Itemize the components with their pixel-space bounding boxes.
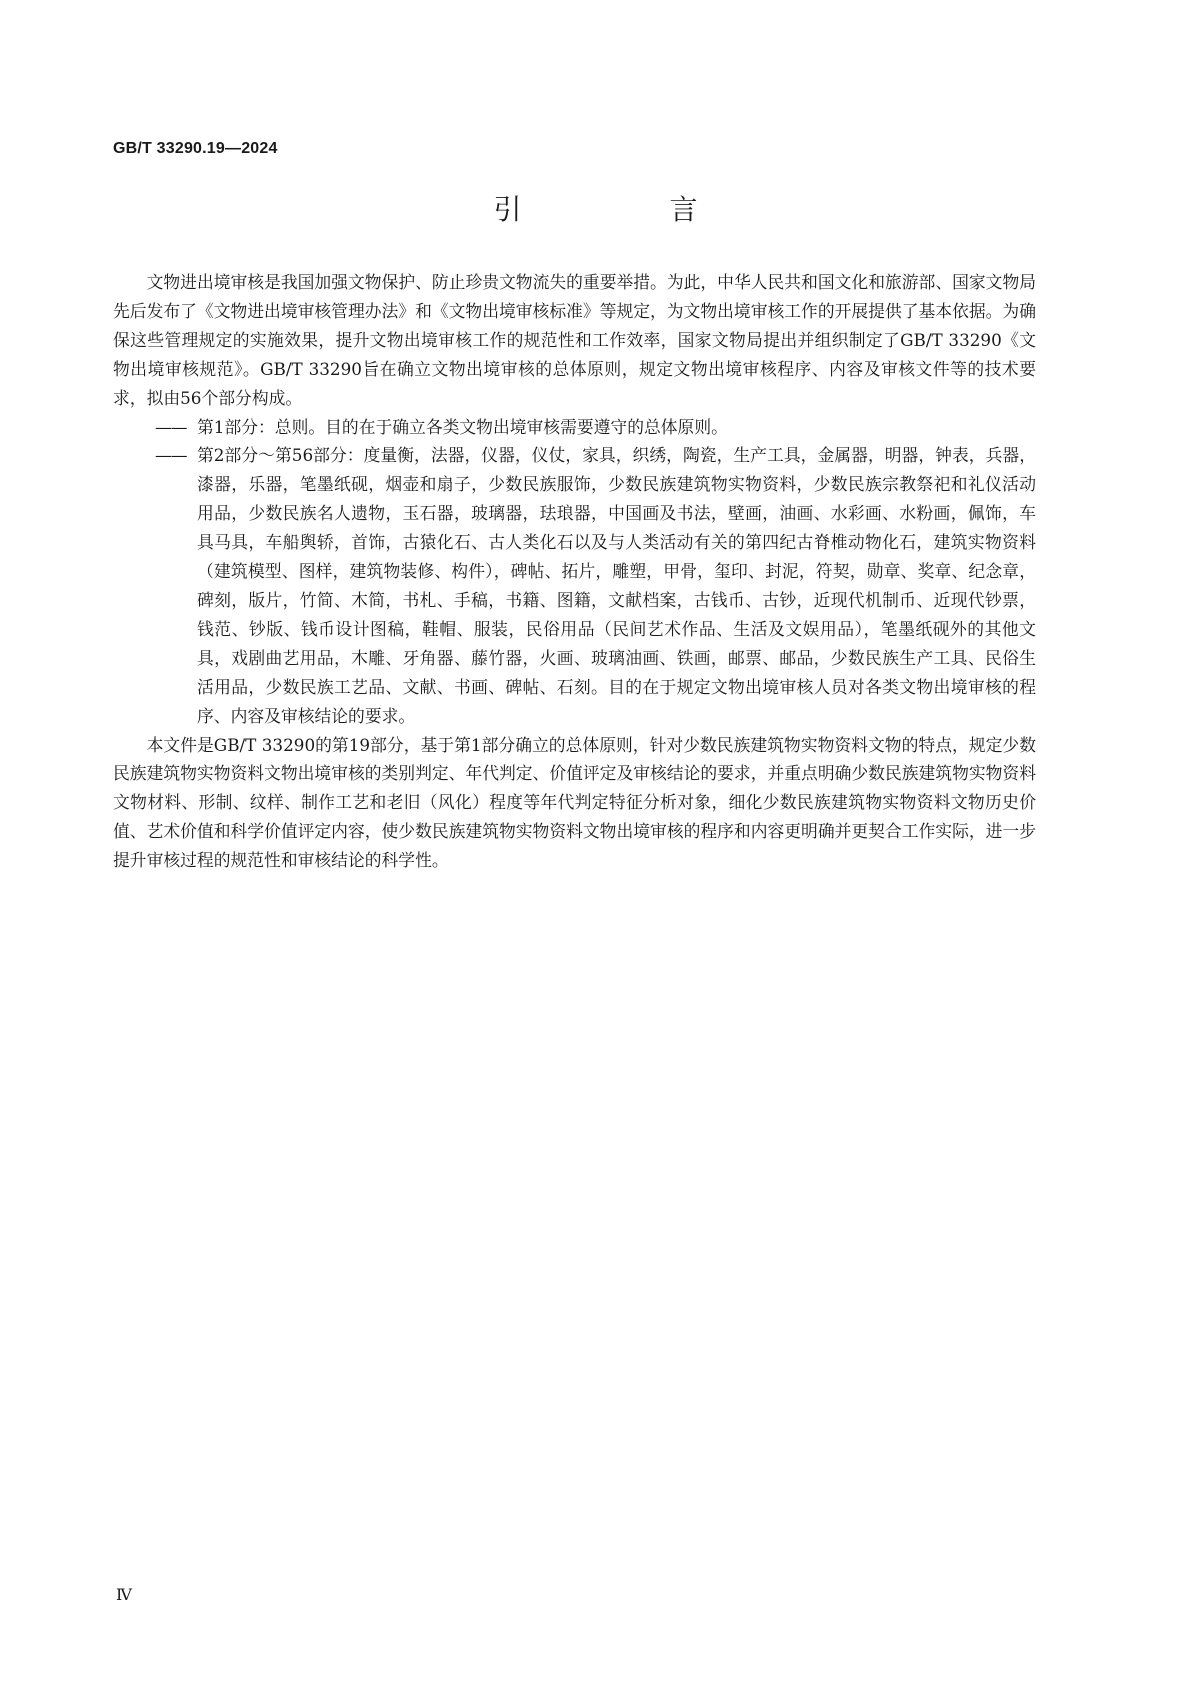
page-number: Ⅳ xyxy=(116,1585,132,1604)
introduction-body xyxy=(113,268,1036,875)
list-item-part-1 xyxy=(113,413,1036,442)
intro-paragraph-2: 本文件是GB/T 33290的第19部分，基于第1部分确立的总体原则，针对少数民族建筑物实物资料文物的特点，规定少数民族建筑物实物资料文物出境审核的类别判定、年代判定、价值评定及审核结论的要求，并重点明确少数民族建筑物实物资料文物材料、形制、纹样、制作工艺和老旧（风化）程度等年代判定特征分析对象，细化少数民族建筑物实物资料文物历史价值、艺术价值和科学价值评定内容，使少数民族建筑物实物资料文物出境审核的程序和内容更明确并更契合工作实际，进一步提升审核过程的规范性和审核结论的科学性。 xyxy=(113,734,1036,871)
standard-code: GB/T 33290.19—2024 xyxy=(113,140,278,157)
list-item-text: 第1部分：总则。目的在于确立各类文物出境审核需要遵守的总体原则。 xyxy=(197,416,728,437)
list-item-parts-2-56 xyxy=(113,441,1036,730)
intro-paragraph-1: 文物进出境审核是我国加强文物保护、防止珍贵文物流失的重要举措。为此，中华人民共和国文化和旅游部、国家文物局先后发布了《文物进出境审核管理办法》和《文物出境审核标准》等规定，为文物出境审核工作的开展提供了基本依据。为确保这些管理规定的实施效果，提升文物出境审核工作的规范性和工作效率，国家文物局提出并组织制定了GB/T 33290《文物出境审核规范》。GB/T 33290旨在确立文物出境审核的总体原则，规定文物出境审核程序、内容及审核文件等的技术要求，拟由56个部分构成。 xyxy=(113,272,1037,408)
list-dash: —— xyxy=(155,445,187,466)
list-item-text: 第2部分～第56部分：度量衡，法器，仪器，仪仗，家具，织绣，陶瓷，生产工具，金属器，明器，钟表，兵器，漆器，乐器，笔墨纸砚，烟壶和扇子，少数民族服饰，少数民族建筑物实物资料，少数民族宗教祭祀和礼仪活动用品，少数民族名人遗物，玉石器，玻璃器，珐琅器，中国画及书法，壁画，油画、水彩画、水粉画，佩饰，车具马具，车船舆轿，首饰，古猿化石、古人类化石以及与人类活动有关的第四纪古脊椎动物化石，建筑实物资料（建筑模型、图样，建筑物装修、构件），碑帖、拓片，雕塑，甲骨，玺印、封泥，符契，勋章、奖章、纪念章，碑刻，版片，竹简、木简，书札、手稿，书籍、图籍，文献档案，古钱币、古钞，近现代机制币、近现代钞票，钱范、钞版、钱币设计图稿，鞋帽、服装，民俗用品（民间艺术作品、生活及文娱用品），笔墨纸砚外的其他文具，戏剧曲艺用品，木雕、牙角器、藤竹器，火画、玻璃油画、铁画，邮票、邮品，少数民族生产工具、民俗生活用品，少数民族工艺品、文献、书画、碑帖、石刻。目的在于规定文物出境审核人员对各类文物出境审核的程序、内容及审核结论的要求。 xyxy=(197,445,1036,726)
page-title: 引 言 xyxy=(493,193,758,226)
list-dash: —— xyxy=(155,416,187,437)
